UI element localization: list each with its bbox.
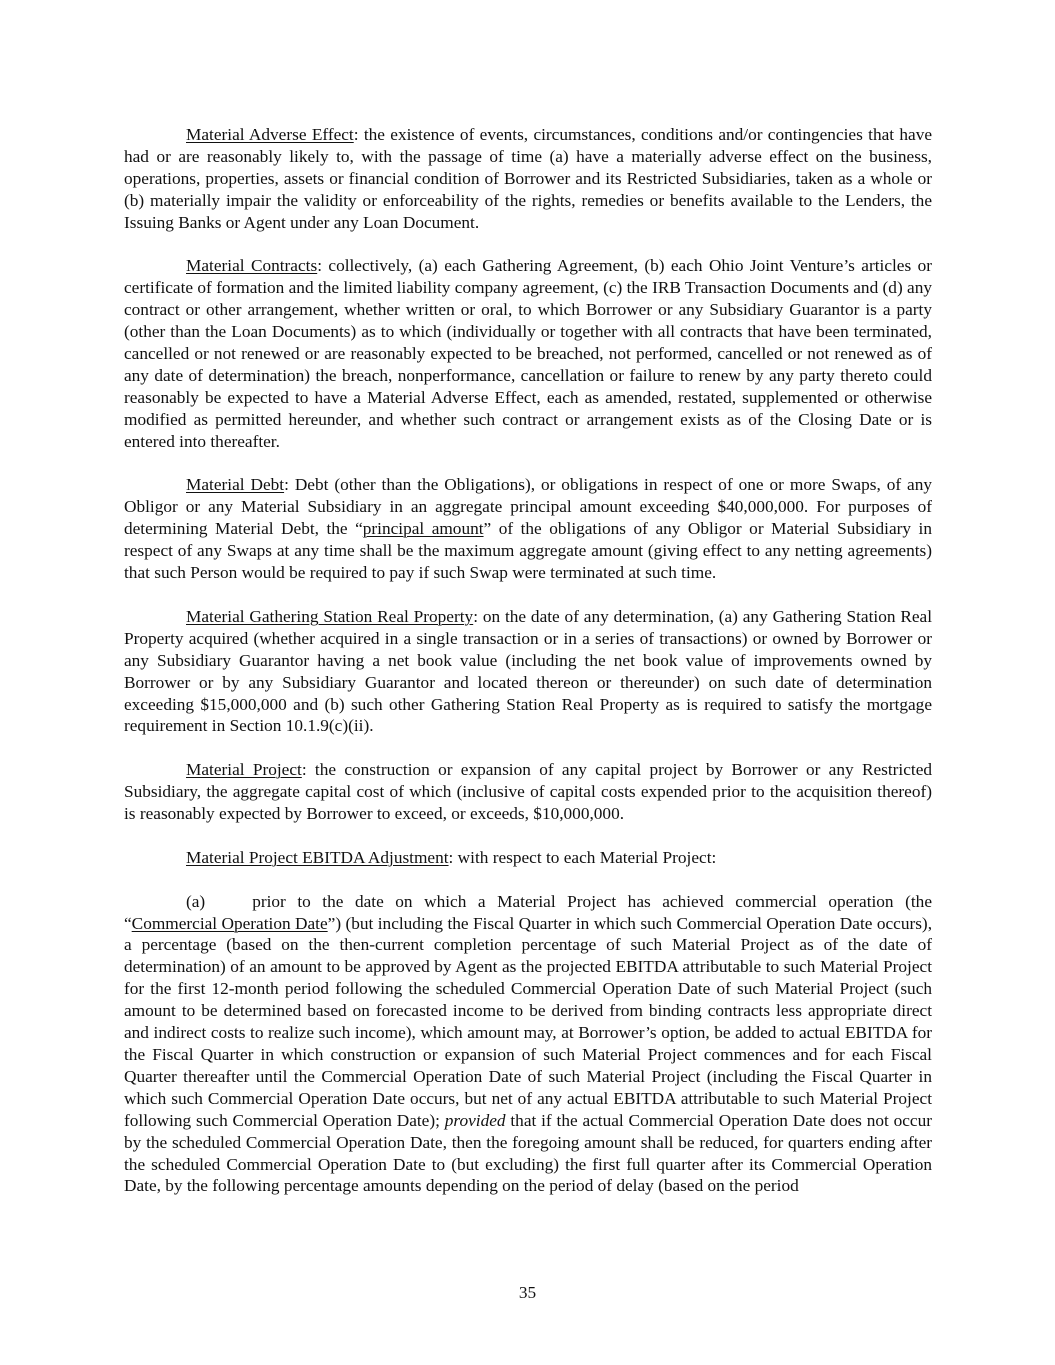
definition-text: : the existence of events, circumstances, conditions and/or contingencies that have had or are reasonably likely to, with the passage of time (a) have a materially adverse effect on the business, operations, properties, assets or financial condition of Borrower and its Restricted Subsidiaries, taken as a whole or (b) materially impair the validity or enforceability of the rights, remedies or benefits available to the Lenders, the Issuing Banks or Agent under any Loan Document. bbox=[124, 125, 933, 232]
defined-term: Material Gathering Station Real Property bbox=[186, 606, 474, 626]
definition-text: : collectively, (a) each Gathering Agreement, (b) each Ohio Joint Venture’s articles or certificate of formation and the limited liability company agreement, (c) the IRB Transaction Documents and (d) any contract or other arrangement, whether written or oral, to which Borrower or any Subsidiary Guarantor is a party (other than the Loan Documents) as to which (individually or together with all contracts that have been terminated, cancelled or not renewed or are reasonably expected to be breached, not performed, cancelled or not renewed as of any date of determination) the breach, nonperformance, cancellation or failure to renew by any party thereto could reasonably be expected to have a Material Adverse Effect, each as amended, restated, supplemented or otherwise modified as permitted hereunder, and whether such contract or arrangement exists as of the Closing Date or is entered into thereafter. bbox=[124, 256, 932, 451]
inner-defined-term: Commercial Operation Date bbox=[131, 913, 328, 933]
clause-text-end: that if the actual Commercial Operation Date does not occur by the scheduled Commercial Operation Date, then the foregoing amount shall be reduced, for quarters ending after the scheduled Commercial Operation Date to (but excluding) the first full quarter after its Commercial Operation Date, by the following percentage amounts depending on the period of delay (based on the period bbox=[124, 1110, 932, 1196]
document-page bbox=[124, 124, 932, 1219]
definition-text: : the construction or expansion of any capital project by Borrower or any Restricted Subsidiary, the aggregate capital cost of which (inclusive of capital costs expended prior to the acquisition thereof) is reasonably expected by Borrower to exceed, or exceeds, $10,000,000. bbox=[124, 760, 933, 824]
defined-term: Material Project bbox=[186, 760, 302, 780]
definition-text: : with respect to each Material Project: bbox=[448, 847, 717, 867]
definition-material-project bbox=[124, 759, 932, 825]
page-number: 35 bbox=[518, 1283, 537, 1302]
inner-defined-term: principal amount bbox=[362, 519, 484, 539]
definition-text-continued: ” of the obligations of any Obligor or Material Subsidiary in respect of any Swaps at any time shall be the maximum aggregate amount (giving effect to any netting agreements) that such Person would be required to pay if such Swap were terminated at such time. bbox=[124, 519, 932, 583]
clause-text: prior to the date on which a Material Project has achieved commercial operation (the “ bbox=[124, 891, 932, 933]
defined-term: Material Debt bbox=[186, 475, 285, 495]
definition-text: : on the date of any determination, (a) any Gathering Station Real Property acquired (whether acquired in a single transaction or in a series of transactions) or owned by Borrower or any Subsidiary Guarantor having a net book value (including the net book value of improvements owned by Borrower or by any Subsidiary Guarantor and located thereon or thereunder) on such date of determination exceeding $15,000,000 and (b) such other Gathering Station Real Property as is required to satisfy the mortgage requirement in Section 10.1.9(c)(ii). bbox=[124, 606, 932, 736]
definition-material-project-ebitda-adjustment bbox=[124, 847, 932, 869]
defined-term: Material Adverse Effect bbox=[186, 125, 354, 144]
defined-term: Material Contracts bbox=[186, 256, 318, 276]
definition-material-gathering-station-real-property bbox=[124, 606, 932, 737]
defined-term: Material Project EBITDA Adjustment bbox=[186, 847, 449, 867]
clause-marker: (a) bbox=[186, 891, 206, 911]
definition-material-contracts bbox=[124, 255, 932, 452]
clause-a bbox=[124, 891, 932, 1198]
definition-text: : Debt (other than the Obligations), or obligations in respect of one or more Swaps, of any Obligor or any Material Subsidiary in an aggregate principal amount exceeding $40,000,000. For purposes of determining Material Debt, the “ bbox=[124, 475, 933, 539]
definition-material-debt bbox=[124, 474, 932, 584]
definition-material-adverse-effect bbox=[124, 124, 932, 234]
clause-text-continued: ”) (but including the Fiscal Quarter in which such Commercial Operation Date occurs), a percentage (based on the then-current completion percentage of such Material Project as of the date of determination) of an amount to be approved by Agent as the projected EBITDA attributable to such Material Project for the first 12-month period following the scheduled Commercial Operation Date of such Material Project (such amount to be determined based on forecasted income to be derived from binding contracts less appropriate direct and indirect costs to realize such income), which amount may, at Borrower’s option, be added to actual EBITDA for the Fiscal Quarter in which construction or expansion of such Material Project commences and for each Fiscal Quarter thereafter until the Commercial Operation Date of such Material Project (including the Fiscal Quarter in which such Commercial Operation Date occurs, but net of any actual EBITDA attributable to such Material Project following such Commercial Operation Date); bbox=[124, 913, 933, 1130]
italic-provided: provided bbox=[444, 1110, 506, 1130]
